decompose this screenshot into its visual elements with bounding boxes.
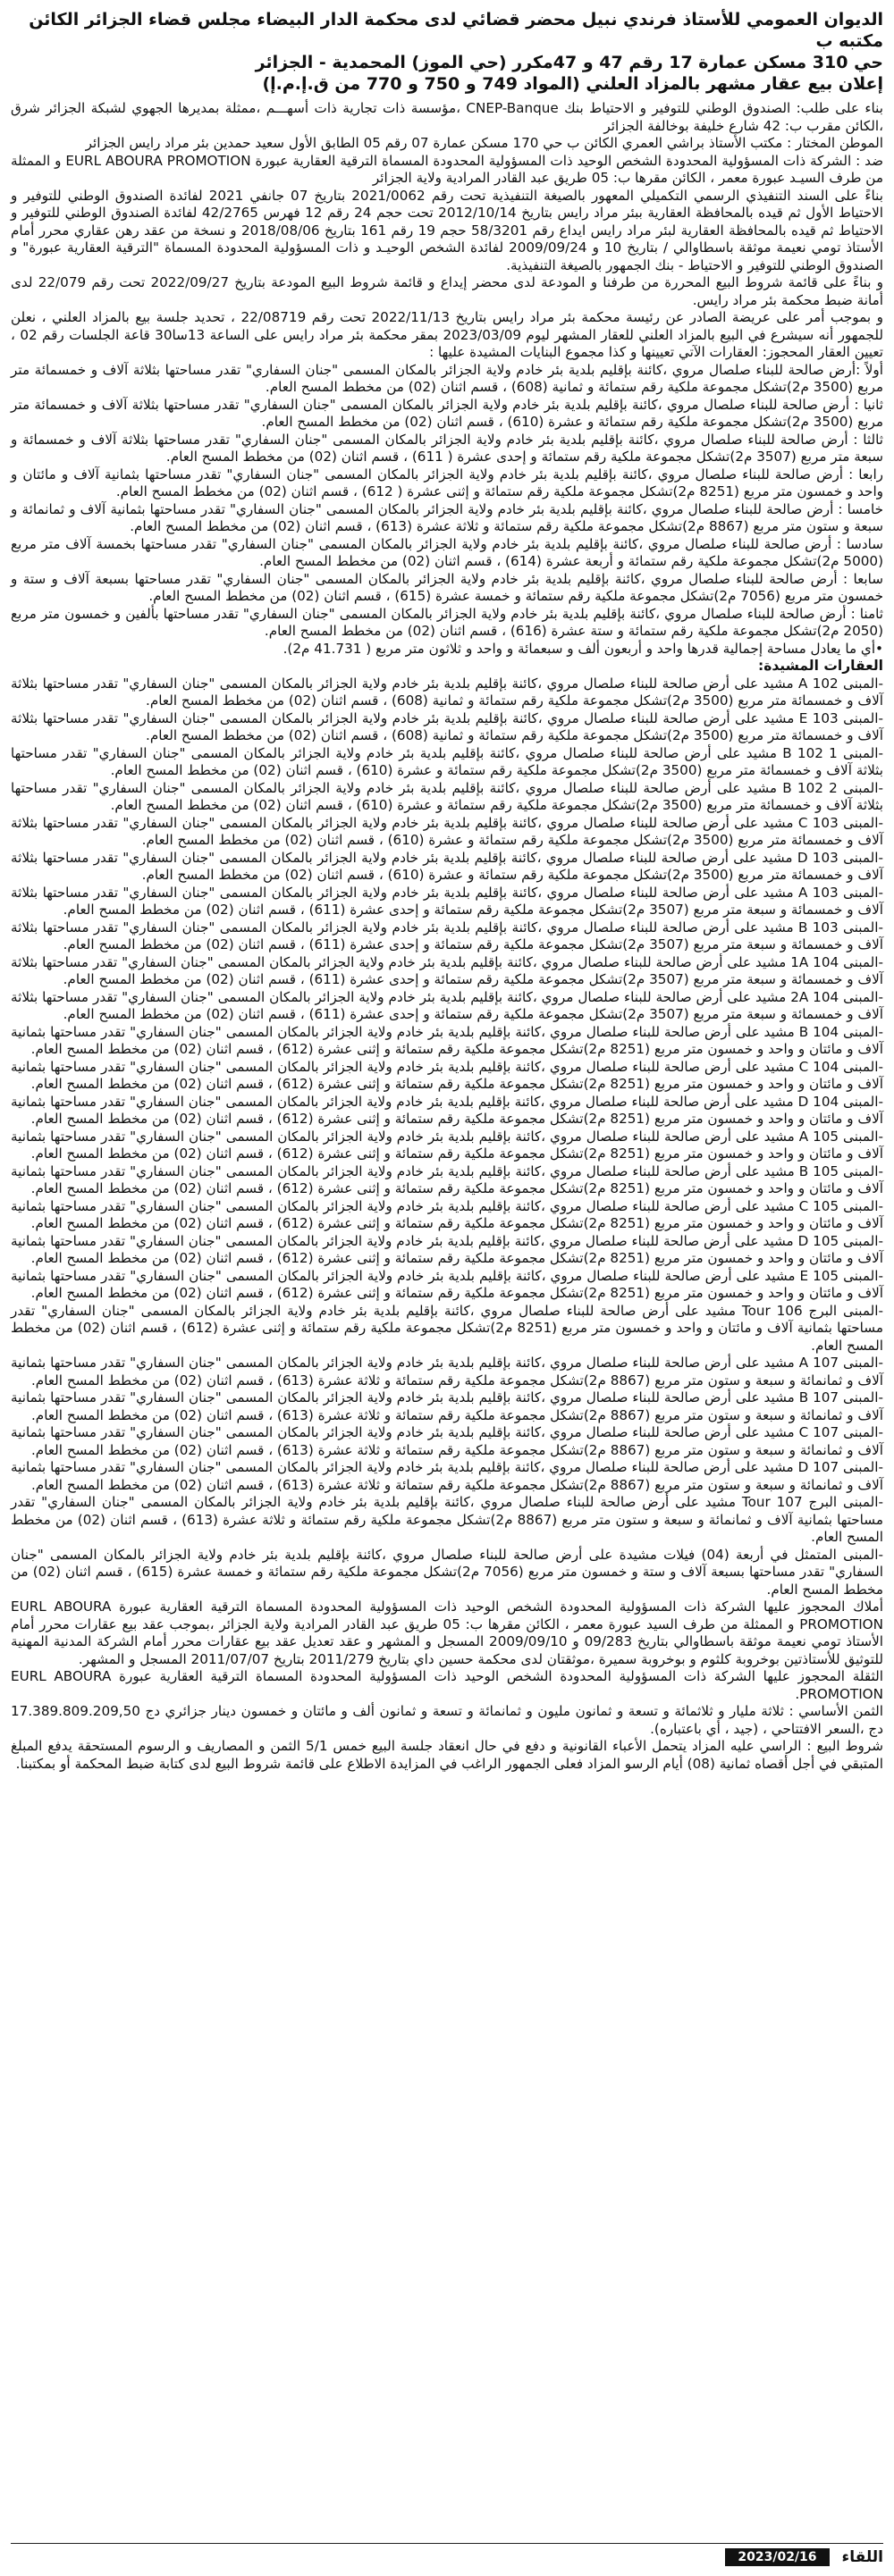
notice-paragraph: -المبنى 1A 104 مشيد على أرض صالحة للبناء صلصال مروي ،كائنة بإقليم بلدية بئر خادم ولاية الجزائر بالمكان المسمى "جنان السفاري" تقدر مساحتها بثلاثة آلاف و خمسمائة و سبعة متر مربع (3507 م2)تشكل مجموعة ملكية رقم ستمائة و إحدى عشرة (611) ، قسم اثنان (02) من مخطط المسح العام. [11, 953, 884, 987]
notice-paragraph: •أي ما يعادل مساحة إجمالية قدرها واحد و أربعون ألف و سبعمائة و واحد و ثلاثون متر مربع ( 41.731 م2). [283, 640, 883, 657]
notice-paragraph: سادسا : أرض صالحة للبناء صلصال مروي ،كائنة بإقليم بلدية بئر خادم ولاية الجزائر بالمكان المسمى "جنان السفاري" تقدر مساحتها بخمسة آلاف متر مربع (5000 م2)تشكل مجموعة ملكية رقم ستمائة و أربعة عشرة (614) ، قسم اثنان (02) من مخطط المسح العام. [11, 535, 883, 569]
notice-paragraph: أولاً :أرض صالحة للبناء صلصال مروي ،كائنة بإقليم بلدية بئر خادم ولاية الجزائر بالمكان المسمى "جنان السفاري" تقدر مساحتها بثلاثة آلاف و خمسمائة متر مربع (3500 م2)تشكل مجموعة ملكية رقم ستمائة و ثمانية (608) ، قسم اثنان (02) من مخطط المسح العام. [11, 361, 883, 395]
notice-body [11, 100, 883, 1773]
notice-paragraph: بناء على طلب: الصندوق الوطني للتوفير و الاحتياط بنك CNEP-Banque ،مؤسسة ذات تجارية ذات أسهـــم ،ممثلة بمديرها الجهوي لشبكة الجزائر شرق ،الكائن مقرب ب: 42 شارع خليفة بوخالفة الجزائر [11, 100, 883, 134]
notice-paragraph: -المبنى B 104 مشيد على أرض صالحة للبناء صلصال مروي ،كائنة بإقليم بلدية بئر خادم ولاية الجزائر بالمكان المسمى "جنان السفاري" تقدر مساحتها بثمانية آلاف و مائتان و واحد و خمسون متر مربع (8251 م2)تشكل مجموعة ملكية رقم ستمائة و إثنى عشرة (612) ، قسم اثنان (02) من مخطط المسح العام. [11, 1023, 883, 1057]
notice-paragraph: و بموجب أمر على عريضة الصادر عن رئيسة محكمة بئر مراد رايس بتاريخ 2022/11/13 تحت رقم 22/08719 ، تحديد جلسة بيع بالمزاد العلني ، نعلن للجمهور أنه سيشرع في البيع بالمزاد العلني للعقار المشهر ليوم 2023/03/09 بمقر محكمة بئر مراد رايس على الساعة 13سا30 قاعة الجلسات رقم 02 ، تعيين العقار المحجوز: العقارات الآتي تعيينها و كذا مجموع البنايات المشيدة عليها : [11, 309, 884, 360]
notice-paragraph: -المبنى C 105 مشيد على أرض صالحة للبناء صلصال مروي ،كائنة بإقليم بلدية بئر خادم ولاية الجزائر بالمكان المسمى "جنان السفاري" تقدر مساحتها بثمانية آلاف و مائتان و واحد و خمسون متر مربع (8251 م2)تشكل مجموعة ملكية رقم ستمائة و إثنى عشرة (612) ، قسم اثنان (02) من مخطط المسح العام. [11, 1197, 883, 1231]
notice-paragraph: -المبنى C 103 مشيد على أرض صالحة للبناء صلصال مروي ،كائنة بإقليم بلدية بئر خادم ولاية الجزائر بالمكان المسمى "جنان السفاري" تقدر مساحتها بثلاثة آلاف و خمسمائة متر مربع (3500 م2)تشكل مجموعة ملكية رقم ستمائة و عشرة (610) ، قسم اثنان (02) من مخطط المسح العام. [11, 814, 884, 848]
notice-paragraph: خامسا : أرض صالحة للبناء صلصال مروي ،كائنة بإقليم بلدية بئر خادم ولاية الجزائر بالمكان المسمى "جنان السفاري" تقدر مساحتها بثمانية آلاف و ثمانمائة و سبعة و ستون متر مربع (8867 م2)تشكل مجموعة ملكية رقم ستمائة و ثلاثة عشرة (613) ، قسم اثنان (02) من مخطط المسح العام. [11, 500, 883, 534]
notice-paragraph: -المبنى A 105 مشيد على أرض صالحة للبناء صلصال مروي ،كائنة بإقليم بلدية بئر خادم ولاية الجزائر بالمكان المسمى "جنان السفاري" تقدر مساحتها بثمانية آلاف و مائتان و واحد و خمسون متر مربع (8251 م2)تشكل مجموعة ملكية رقم ستمائة و إثنى عشرة (612) ، قسم اثنان (02) من مخطط المسح العام. [11, 1128, 883, 1162]
notice-paragraph: -المبنى البرج Tour 107 مشيد على أرض صالحة للبناء صلصال مروي ،كائنة بإقليم بلدية بئر خادم ولاية الجزائر بالمكان المسمى "جنان السفاري" تقدر مساحتها بثمانية آلاف و ثمانمائة و سبعة و ستون متر مربع (8867 م2)تشكل مجموعة ملكية رقم ستمائة و ثلاثة عشرة (613) ، قسم اثنان (02) من مخطط المسح العام. [11, 1494, 883, 1545]
notice-paragraph: أملاك المحجوز عليها الشركة ذات المسؤولية المحدودة الشخص الوحيد ذات المسؤولية المحدودة المسماة الترقية العقارية عبورة EURL ABOURA PROMOTION و الممثلة من طرف السيد عبورة معمر ، الكائن مقرها ب: 05 طريق عبد القادر المرادية ولاية الجزائر ،بموجب عقد بيع عقارات محرر أمام الأستاذ تومي نعيمة موثقة باسطاوالي بتاريخ 09/283 و 2009/09/10 المسجل و المشهر و عقد تعديل عقد بيع عقارات محرر أمام الشركة المدنية المهنية للتوثيق للأستاذتين بوخروبة كلثوم و بوخروبة سميرة ،موثقتان لدى محكمة حسين داي بتاريخ 2011/279 بتاريخ 2011/07/07 المسجل و المشهر. [11, 1598, 883, 1667]
notice-paragraph: -المبنى البرج Tour 106 مشيد على أرض صالحة للبناء صلصال مروي ،كائنة بإقليم بلدية بئر خادم ولاية الجزائر بالمكان المسمى "جنان السفاري" تقدر مساحتها بثمانية آلاف و مائتان و واحد و خمسون متر مربع (8251 م2)تشكل مجموعة ملكية رقم ستمائة و إثنى عشرة (612) ، قسم اثنان (02) من مخطط المسح العام. [11, 1302, 883, 1354]
notice-paragraph: -المبنى D 104 مشيد على أرض صالحة للبناء صلصال مروي ،كائنة بإقليم بلدية بئر خادم ولاية الجزائر بالمكان المسمى "جنان السفاري" تقدر مساحتها بثمانية آلاف و مائتان و واحد و خمسون متر مربع (8251 م2)تشكل مجموعة ملكية رقم ستمائة و إثنى عشرة (612) ، قسم اثنان (02) من مخطط المسح العام. [11, 1093, 883, 1127]
notice-paragraph: الثمن الأساسي : ثلاثة مليار و ثلاثمائة و تسعة و ثمانون مليون و ثمانمائة و تسعة و ثمانون ألف و مائتان و خمسون دينار جزائري دج 17.389.809.209,50 دج ،السعر الافتتاحي ، (جيد ، أي باعتباره). [11, 1703, 883, 1737]
section-heading: العقارات المشيدة: [758, 658, 883, 674]
notice-paragraph: -المبنى B 103 مشيد على أرض صالحة للبناء صلصال مروي ،كائنة بإقليم بلدية بئر خادم ولاية الجزائر بالمكان المسمى "جنان السفاري" تقدر مساحتها بثلاثة آلاف و خمسمائة و سبعة متر مربع (3507 م2)تشكل مجموعة ملكية رقم ستمائة و إحدى عشرة (611) ، قسم اثنان (02) من مخطط المسح العام. [11, 919, 883, 952]
notice-paragraph: -المبنى C 107 مشيد على أرض صالحة للبناء صلصال مروي ،كائنة بإقليم بلدية بئر خادم ولاية الجزائر بالمكان المسمى "جنان السفاري" تقدر مساحتها بثمانية آلاف و ثمانمائة و سبعة و ستون متر مربع (8867 م2)تشكل مجموعة ملكية رقم ستمائة و ثلاثة عشرة (613) ، قسم اثنان (02) من مخطط المسح العام. [11, 1424, 883, 1458]
notice-paragraph: شروط البيع : الراسي عليه المزاد يتحمل الأعباء القانونية و دفع في حال انعقاد جلسة البيع خمس 5/1 الثمن و المصاريف و الرسوم المستحقة يدفع المبلغ المتبقي في أجل أقصاه ثمانية (08) أيام الرسو المزاد فعلى الجمهور الراغب في المزايدة الاطلاع على قائمة شروط البيع لدى كتابة ضبط المحكمة أو بمكتبنا. [11, 1738, 883, 1772]
notice-paragraph: -المبنى 2 B 102 مشيد على أرض صالحة للبناء صلصال مروي ،كائنة بإقليم بلدية بئر خادم ولاية الجزائر بالمكان المسمى "جنان السفاري" تقدر مساحتها بثلاثة آلاف و خمسمائة متر مربع (3500 م2)تشكل مجموعة ملكية رقم ستمائة و عشرة (610) ، قسم اثنان (02) من مخطط المسح العام. [11, 779, 883, 813]
newspaper-name: اللقاء [841, 2548, 883, 2566]
notice-paragraph: -المبنى المتمثل في أربعة (04) فيلات مشيدة على أرض صالحة للبناء صلصال مروي ،كائنة بإقليم بلدية بئر خادم ولاية الجزائر بالمكان المسمى "جنان السفاري" تقدر مساحتها بسبعة آلاف و ستة و خمسون متر مربع (7056 م2)تشكل مجموعة ملكية رقم ستمائة و خمسة عشرة (615) ، قسم اثنان (02) من مخطط المسح العام. [11, 1546, 884, 1598]
notice-paragraph: -المبنى D 107 مشيد على أرض صالحة للبناء صلصال مروي ،كائنة بإقليم بلدية بئر خادم ولاية الجزائر بالمكان المسمى "جنان السفاري" تقدر مساحتها بثمانية آلاف و ثمانمائة و سبعة و ستون متر مربع (8867 م2)تشكل مجموعة ملكية رقم ستمائة و ثلاثة عشرة (613) ، قسم اثنان (02) من مخطط المسح العام. [11, 1459, 883, 1493]
notice-paragraph: ضد : الشركة ذات المسؤولية المحدودة الشخص الوحيد ذات المسؤولية المحدودة المسماة الترقية العقارية عبورة EURL ABOURA PROMOTION و الممثلة من طرف السيـد عبورة معمر ، الكائن مقرها ب: 05 طريق عبد القادر المرادية ولاية الجزائر [11, 152, 883, 186]
header-announcement-title: إعلان بيع عقار مشهر بالمزاد العلني (المواد 749 و 750 و 770 من ق.إ.م.إ) [262, 74, 883, 94]
notice-paragraph: -المبنى A 107 مشيد على أرض صالحة للبناء صلصال مروي ،كائنة بإقليم بلدية بئر خادم ولاية الجزائر بالمكان المسمى "جنان السفاري" تقدر مساحتها بثمانية آلاف و ثمانمائة و سبعة و ستون متر مربع (8867 م2)تشكل مجموعة ملكية رقم ستمائة و ثلاثة عشرة (613) ، قسم اثنان (02) من مخطط المسح العام. [11, 1355, 883, 1389]
notice-paragraph: و بناءً على قائمة شروط البيع المحررة من طرفنا و المودعة لدى محضر إيداع و قائمة شروط البيع المودعة بتاريخ 2022/09/27 تحت رقم 22/079 لدى أمانة ضبط محكمة بئر مراد رايس. [11, 274, 883, 308]
header-office-line: الديوان العمومي للأستاذ فرندي نبيل محضر قضائي لدى محكمة الدار البيضاء مجلس قضاء الجزائر الكائن مكتبه ب [29, 10, 883, 51]
notice-paragraph: -المبنى A 103 مشيد على أرض صالحة للبناء صلصال مروي ،كائنة بإقليم بلدية بئر خادم ولاية الجزائر بالمكان المسمى "جنان السفاري" تقدر مساحتها بثلاثة آلاف و خمسمائة و سبعة متر مربع (3507 م2)تشكل مجموعة ملكية رقم ستمائة و إحدى عشرة (611) ، قسم اثنان (02) من مخطط المسح العام. [11, 884, 883, 918]
page-footer [11, 2543, 883, 2571]
notice-header [11, 9, 883, 95]
notice-paragraph: سابعا : أرض صالحة للبناء صلصال مروي ،كائنة بإقليم بلدية بئر خادم ولاية الجزائر بالمكان المسمى "جنان السفاري" تقدر مساحتها بسبعة آلاف و ستة و خمسون متر مربع (7056 م2)تشكل مجموعة ملكية رقم ستمائة و خمسة عشرة (615) ، قسم اثنان (02) من مخطط المسح العام. [11, 570, 883, 604]
notice-paragraph: الموطن المختار : مكتب الأستاذ براشي العمري الكائن ب حي 170 مسكن عمارة 07 رقم 05 الطابق الأول سعيد حمدين بئر مراد رايس الجزائر [85, 135, 883, 151]
header-address-line: حي 310 مسكن عمارة 17 رقم 47 و 47مكرر (حي الموز) المحمدية - الجزائر [255, 53, 883, 72]
notice-paragraph: -المبنى 2A 104 مشيد على أرض صالحة للبناء صلصال مروي ،كائنة بإقليم بلدية بئر خادم ولاية الجزائر بالمكان المسمى "جنان السفاري" تقدر مساحتها بثلاثة آلاف و خمسمائة و سبعة متر مربع (3507 م2)تشكل مجموعة ملكية رقم ستمائة و إحدى عشرة (611) ، قسم اثنان (02) من مخطط المسح العام. [11, 988, 884, 1022]
notice-paragraph: -المبنى 1 B 102 مشيد على أرض صالحة للبناء صلصال مروي ،كائنة بإقليم بلدية بئر خادم ولاية الجزائر بالمكان المسمى "جنان السفاري" تقدر مساحتها بثلاثة آلاف و خمسمائة متر مربع (3500 م2)تشكل مجموعة ملكية رقم ستمائة و عشرة (610) ، قسم اثنان (02) من مخطط المسح العام. [11, 744, 883, 778]
notice-paragraph: الثقلة المحجوز عليها الشركة ذات المسؤولية المحدودة الشخص الوحيد ذات المسؤولية المحدودة المسماة الترقية العقارية عبورة EURL ABOURA PROMOTION. [11, 1668, 883, 1702]
notice-paragraph: -المبنى E 105 مشيد على أرض صالحة للبناء صلصال مروي ،كائنة بإقليم بلدية بئر خادم ولاية الجزائر بالمكان المسمى "جنان السفاري" تقدر مساحتها بثمانية آلاف و مائتان و واحد و خمسون متر مربع (8251 م2)تشكل مجموعة ملكية رقم ستمائة و إثنى عشرة (612) ، قسم اثنان (02) من مخطط المسح العام. [11, 1267, 883, 1301]
notice-paragraph: -المبنى E 103 مشيد على أرض صالحة للبناء صلصال مروي ،كائنة بإقليم بلدية بئر خادم ولاية الجزائر بالمكان المسمى "جنان السفاري" تقدر مساحتها بثلاثة آلاف و خمسمائة متر مربع (3500 م2)تشكل مجموعة ملكية رقم ستمائة و ثمانية (608) ، قسم اثنان (02) من مخطط المسح العام. [11, 709, 884, 743]
notice-paragraph: ثامنا : أرض صالحة للبناء صلصال مروي ،كائنة بإقليم بلدية بئر خادم ولاية الجزائر بالمكان المسمى "جنان السفاري" تقدر مساحتها بألفين و خمسون متر مربع (2050 م2)تشكل مجموعة ملكية رقم ستمائة و ستة عشرة (616) ، قسم اثنان (02) من مخطط المسح العام. [11, 605, 883, 639]
notice-paragraph: بناءً على السند التنفيذي الرسمي التكميلي المعهور بالصيغة التنفيذية تحت رقم 2021/0062 بتاريخ 07 جانفي 2021 لفائدة الصندوق الوطني للتوفير و الاحتياط الأول ثم قيده بالمحافظة العقارية ببئر مراد رايس بتاريخ 2012/10/14 تحت حجم 24 رقم 12 فهرس 42/2765 لفائدة الصندوق الوطني للتوفير و الاحتياط ثم قيده بالمحافظة العقارية لبئر مراد رايس ايداع رقم 58/3201 حجم 19 رقم 161 بتاريخ 2018/08/06 و نسخة من عقد رهن عقاري محرر أمام الأستاذ تومي نعيمة موثقة باسطاوالي / بتاريخ 10 و 2009/09/24 لفائدة الشخص الوحيـد و ذات المسؤولية المحدودة المسماة "الترقية العقارية عبورة" و الصندوق الوطني للتوفير و الاحتياط - بنك الجمهور بالصيغة التنفيذية. [11, 187, 883, 273]
notice-paragraph: -المبنى B 105 مشيد على أرض صالحة للبناء صلصال مروي ،كائنة بإقليم بلدية بئر خادم ولاية الجزائر بالمكان المسمى "جنان السفاري" تقدر مساحتها بثمانية آلاف و مائتان و واحد و خمسون متر مربع (8251 م2)تشكل مجموعة ملكية رقم ستمائة و إثنى عشرة (612) ، قسم اثنان (02) من مخطط المسح العام. [11, 1162, 883, 1196]
notice-paragraph: -المبنى A 102 مشيد على أرض صالحة للبناء صلصال مروي ،كائنة بإقليم بلدية بئر خادم ولاية الجزائر بالمكان المسمى "جنان السفاري" تقدر مساحتها بثلاثة آلاف و خمسمائة متر مربع (3500 م2)تشكل مجموعة ملكية رقم ستمائة و ثمانية (608) ، قسم اثنان (02) من مخطط المسح العام. [11, 675, 883, 709]
notice-paragraph: ثالثا : أرض صالحة للبناء صلصال مروي ،كائنة بإقليم بلدية بئر خادم ولاية الجزائر بالمكان المسمى "جنان السفاري" تقدر مساحتها بثلاثة آلاف و خمسمائة و سبعة متر مربع (3507 م2)تشكل مجموعة ملكية رقم ستمائة و إحدى عشرة ( 611) ، قسم اثنان (02) من مخطط المسح العام. [11, 431, 883, 465]
notice-paragraph: -المبنى D 105 مشيد على أرض صالحة للبناء صلصال مروي ،كائنة بإقليم بلدية بئر خادم ولاية الجزائر بالمكان المسمى "جنان السفاري" تقدر مساحتها بثمانية آلاف و مائتان و واحد و خمسون متر مربع (8251 م2)تشكل مجموعة ملكية رقم ستمائة و إثنى عشرة (612) ، قسم اثنان (02) من مخطط المسح العام. [11, 1232, 883, 1266]
notice-paragraph: ثانيا : أرض صالحة للبناء صلصال مروي ،كائنة بإقليم بلدية بئر خادم ولاية الجزائر بالمكان المسمى "جنان السفاري" تقدر مساحتها بثلاثة آلاف و خمسمائة متر مربع (3500 م2)تشكل مجموعة ملكية رقم ستمائة و عشرة (610) ، قسم اثنان (02) من مخطط المسح العام. [11, 396, 883, 430]
notice-paragraph: -المبنى C 104 مشيد على أرض صالحة للبناء صلصال مروي ،كائنة بإقليم بلدية بئر خادم ولاية الجزائر بالمكان المسمى "جنان السفاري" تقدر مساحتها بثمانية آلاف و مائتان و واحد و خمسون متر مربع (8251 م2)تشكل مجموعة ملكية رقم ستمائة و إثنى عشرة (612) ، قسم اثنان (02) من مخطط المسح العام. [11, 1058, 883, 1092]
notice-paragraph: رابعا : أرض صالحة للبناء صلصال مروي ،كائنة بإقليم بلدية بئر خادم ولاية الجزائر بالمكان المسمى "جنان السفاري" تقدر مساحتها بثمانية آلاف و مائتان و واحد و خمسون متر مربع (8251 م2)تشكل مجموعة ملكية رقم ستمائة و إثنى عشرة ( 612) ، قسم اثنان (02) من مخطط المسح العام. [11, 466, 883, 499]
publication-date: 2023/02/16 [725, 2548, 829, 2566]
notice-paragraph: -المبنى D 103 مشيد على أرض صالحة للبناء صلصال مروي ،كائنة بإقليم بلدية بئر خادم ولاية الجزائر بالمكان المسمى "جنان السفاري" تقدر مساحتها بثلاثة آلاف و خمسمائة متر مربع (3500 م2)تشكل مجموعة ملكية رقم ستمائة و عشرة (610) ، قسم اثنان (02) من مخطط المسح العام. [11, 849, 883, 883]
notice-paragraph: -المبنى B 107 مشيد على أرض صالحة للبناء صلصال مروي ،كائنة بإقليم بلدية بئر خادم ولاية الجزائر بالمكان المسمى "جنان السفاري" تقدر مساحتها بثمانية آلاف و ثمانمائة و سبعة و ستون متر مربع (8867 م2)تشكل مجموعة ملكية رقم ستمائة و ثلاثة عشرة (613) ، قسم اثنان (02) من مخطط المسح العام. [11, 1389, 883, 1423]
